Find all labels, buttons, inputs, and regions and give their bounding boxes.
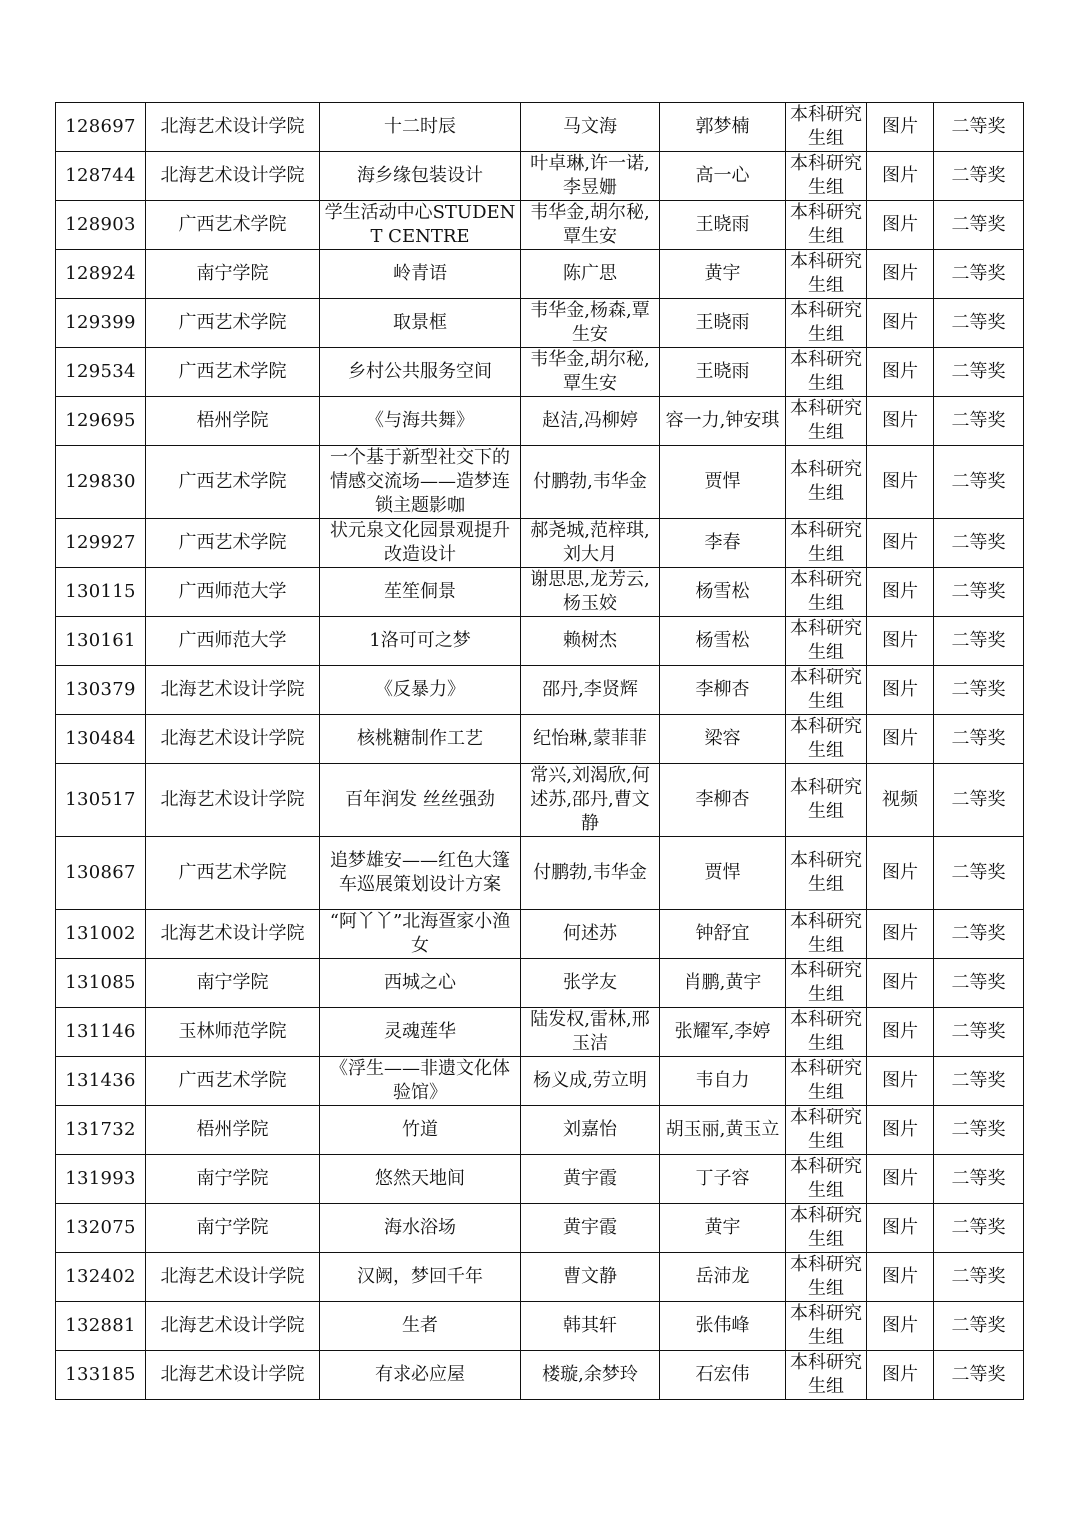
work-type-cell: 图片 (867, 959, 934, 1008)
group-cell: 本科研究生组 (786, 1351, 867, 1400)
advisor-cell: 郭梦楠 (660, 103, 786, 152)
advisor-cell: 高一心 (660, 152, 786, 201)
entry-id-cell: 128924 (56, 250, 146, 299)
school-cell: 北海艺术设计学院 (146, 1302, 320, 1351)
authors-cell: 马文海 (521, 103, 660, 152)
award-cell: 二等奖 (934, 1204, 1024, 1253)
table-row (56, 910, 1024, 959)
group-cell: 本科研究生组 (786, 1155, 867, 1204)
authors-cell: 叶卓琳,许一诺,李昱姗 (521, 152, 660, 201)
group-cell: 本科研究生组 (786, 959, 867, 1008)
school-cell: 北海艺术设计学院 (146, 910, 320, 959)
award-cell: 二等奖 (934, 617, 1024, 666)
authors-cell: 楼璇,余梦玲 (521, 1351, 660, 1400)
work-title-cell: 灵魂莲华 (320, 1008, 521, 1057)
school-cell: 玉林师范学院 (146, 1008, 320, 1057)
authors-cell: 何述苏 (521, 910, 660, 959)
authors-cell: 谢思思,龙芳云,杨玉姣 (521, 568, 660, 617)
work-type-cell: 图片 (867, 397, 934, 446)
group-cell: 本科研究生组 (786, 1008, 867, 1057)
school-cell: 广西艺术学院 (146, 299, 320, 348)
group-cell: 本科研究生组 (786, 1253, 867, 1302)
work-title-cell: 核桃糖制作工艺 (320, 715, 521, 764)
work-title-cell: 苼笙侗景 (320, 568, 521, 617)
advisor-cell: 李柳杏 (660, 764, 786, 837)
award-cell: 二等奖 (934, 1351, 1024, 1400)
award-cell: 二等奖 (934, 764, 1024, 837)
group-cell: 本科研究生组 (786, 666, 867, 715)
award-cell: 二等奖 (934, 1057, 1024, 1106)
award-cell: 二等奖 (934, 568, 1024, 617)
group-cell: 本科研究生组 (786, 1302, 867, 1351)
work-type-cell: 图片 (867, 519, 934, 568)
school-cell: 北海艺术设计学院 (146, 103, 320, 152)
entry-id-cell: 131993 (56, 1155, 146, 1204)
school-cell: 广西艺术学院 (146, 201, 320, 250)
entry-id-cell: 129534 (56, 348, 146, 397)
table-row (56, 397, 1024, 446)
table-row (56, 1351, 1024, 1400)
table-row (56, 1204, 1024, 1253)
authors-cell: 韦华金,杨森,覃生安 (521, 299, 660, 348)
work-title-cell: 1洛可可之梦 (320, 617, 521, 666)
work-title-cell: 十二时辰 (320, 103, 521, 152)
authors-cell: 黄宇霞 (521, 1204, 660, 1253)
entry-id-cell: 128697 (56, 103, 146, 152)
award-cell: 二等奖 (934, 715, 1024, 764)
school-cell: 梧州学院 (146, 397, 320, 446)
group-cell: 本科研究生组 (786, 617, 867, 666)
work-type-cell: 图片 (867, 666, 934, 715)
work-type-cell: 图片 (867, 1302, 934, 1351)
work-title-cell: 岭青语 (320, 250, 521, 299)
advisor-cell: 钟舒宜 (660, 910, 786, 959)
entry-id-cell: 131146 (56, 1008, 146, 1057)
table-row (56, 1106, 1024, 1155)
table-row (56, 1155, 1024, 1204)
work-title-cell: 学生活动中心STUDENT CENTRE (320, 201, 521, 250)
advisor-cell: 梁容 (660, 715, 786, 764)
advisor-cell: 王晓雨 (660, 201, 786, 250)
school-cell: 北海艺术设计学院 (146, 764, 320, 837)
group-cell: 本科研究生组 (786, 568, 867, 617)
advisor-cell: 杨雪松 (660, 617, 786, 666)
school-cell: 广西艺术学院 (146, 519, 320, 568)
authors-cell: 曹文静 (521, 1253, 660, 1302)
work-title-cell: 海水浴场 (320, 1204, 521, 1253)
work-type-cell: 图片 (867, 1351, 934, 1400)
school-cell: 广西艺术学院 (146, 446, 320, 519)
work-type-cell: 图片 (867, 446, 934, 519)
work-type-cell: 图片 (867, 1008, 934, 1057)
authors-cell: 邵丹,李贤辉 (521, 666, 660, 715)
advisor-cell: 黄宇 (660, 250, 786, 299)
school-cell: 北海艺术设计学院 (146, 715, 320, 764)
work-title-cell: 西城之心 (320, 959, 521, 1008)
work-title-cell: 生者 (320, 1302, 521, 1351)
advisor-cell: 杨雪松 (660, 568, 786, 617)
group-cell: 本科研究生组 (786, 250, 867, 299)
award-table (55, 102, 1024, 1400)
school-cell: 广西艺术学院 (146, 1057, 320, 1106)
work-title-cell: 状元泉文化园景观提升改造设计 (320, 519, 521, 568)
entry-id-cell: 130867 (56, 837, 146, 910)
authors-cell: 韩其轩 (521, 1302, 660, 1351)
award-cell: 二等奖 (934, 1008, 1024, 1057)
advisor-cell: 韦自力 (660, 1057, 786, 1106)
work-type-cell: 图片 (867, 617, 934, 666)
advisor-cell: 容一力,钟安琪 (660, 397, 786, 446)
work-type-cell: 图片 (867, 1155, 934, 1204)
work-type-cell: 图片 (867, 348, 934, 397)
table-row (56, 666, 1024, 715)
group-cell: 本科研究生组 (786, 348, 867, 397)
entry-id-cell: 130115 (56, 568, 146, 617)
advisor-cell: 张耀军,李婷 (660, 1008, 786, 1057)
entry-id-cell: 129399 (56, 299, 146, 348)
award-cell: 二等奖 (934, 446, 1024, 519)
work-type-cell: 图片 (867, 1106, 934, 1155)
award-cell: 二等奖 (934, 1253, 1024, 1302)
authors-cell: 纪怡琳,蒙菲菲 (521, 715, 660, 764)
table-row (56, 1253, 1024, 1302)
entry-id-cell: 130517 (56, 764, 146, 837)
work-title-cell: 《反暴力》 (320, 666, 521, 715)
table-row (56, 568, 1024, 617)
school-cell: 广西师范大学 (146, 568, 320, 617)
advisor-cell: 丁子容 (660, 1155, 786, 1204)
entry-id-cell: 132075 (56, 1204, 146, 1253)
work-title-cell: 海乡缘包装设计 (320, 152, 521, 201)
advisor-cell: 肖鹏,黄宇 (660, 959, 786, 1008)
work-type-cell: 图片 (867, 837, 934, 910)
work-type-cell: 图片 (867, 299, 934, 348)
work-type-cell: 图片 (867, 715, 934, 764)
work-title-cell: 竹道 (320, 1106, 521, 1155)
work-type-cell: 图片 (867, 1253, 934, 1302)
table-row (56, 152, 1024, 201)
work-type-cell: 图片 (867, 152, 934, 201)
advisor-cell: 李春 (660, 519, 786, 568)
work-type-cell: 视频 (867, 764, 934, 837)
advisor-cell: 王晓雨 (660, 299, 786, 348)
school-cell: 梧州学院 (146, 1106, 320, 1155)
work-title-cell: 乡村公共服务空间 (320, 348, 521, 397)
authors-cell: 常兴,刘渴欣,何述苏,邵丹,曹文静 (521, 764, 660, 837)
school-cell: 南宁学院 (146, 1155, 320, 1204)
advisor-cell: 李柳杏 (660, 666, 786, 715)
school-cell: 广西艺术学院 (146, 837, 320, 910)
work-title-cell: 追梦雄安——红色大篷车巡展策划设计方案 (320, 837, 521, 910)
award-cell: 二等奖 (934, 910, 1024, 959)
award-cell: 二等奖 (934, 103, 1024, 152)
table-row (56, 837, 1024, 910)
school-cell: 南宁学院 (146, 959, 320, 1008)
authors-cell: 杨义成,劳立明 (521, 1057, 660, 1106)
table-row (56, 519, 1024, 568)
award-cell: 二等奖 (934, 1106, 1024, 1155)
authors-cell: 韦华金,胡尔秘,覃生安 (521, 348, 660, 397)
entry-id-cell: 128744 (56, 152, 146, 201)
authors-cell: 黄宇霞 (521, 1155, 660, 1204)
work-title-cell: 百年润发 丝丝强劲 (320, 764, 521, 837)
work-title-cell: 《浮生——非遗文化体验馆》 (320, 1057, 521, 1106)
school-cell: 广西师范大学 (146, 617, 320, 666)
group-cell: 本科研究生组 (786, 715, 867, 764)
advisor-cell: 王晓雨 (660, 348, 786, 397)
award-cell: 二等奖 (934, 1155, 1024, 1204)
table-row (56, 299, 1024, 348)
work-title-cell: 悠然天地间 (320, 1155, 521, 1204)
school-cell: 北海艺术设计学院 (146, 1351, 320, 1400)
award-cell: 二等奖 (934, 348, 1024, 397)
group-cell: 本科研究生组 (786, 152, 867, 201)
award-cell: 二等奖 (934, 519, 1024, 568)
advisor-cell: 贾悍 (660, 446, 786, 519)
authors-cell: 韦华金,胡尔秘,覃生安 (521, 201, 660, 250)
school-cell: 北海艺术设计学院 (146, 666, 320, 715)
group-cell: 本科研究生组 (786, 910, 867, 959)
authors-cell: 付鹏勃,韦华金 (521, 446, 660, 519)
table-row (56, 959, 1024, 1008)
work-title-cell: 《与海共舞》 (320, 397, 521, 446)
work-type-cell: 图片 (867, 103, 934, 152)
work-title-cell: 取景框 (320, 299, 521, 348)
work-type-cell: 图片 (867, 1204, 934, 1253)
entry-id-cell: 131085 (56, 959, 146, 1008)
advisor-cell: 黄宇 (660, 1204, 786, 1253)
work-type-cell: 图片 (867, 250, 934, 299)
work-type-cell: 图片 (867, 1057, 934, 1106)
work-title-cell: “阿丫丫”北海疍家小渔女 (320, 910, 521, 959)
authors-cell: 刘嘉怡 (521, 1106, 660, 1155)
work-type-cell: 图片 (867, 201, 934, 250)
advisor-cell: 石宏伟 (660, 1351, 786, 1400)
group-cell: 本科研究生组 (786, 764, 867, 837)
entry-id-cell: 131436 (56, 1057, 146, 1106)
advisor-cell: 张伟峰 (660, 1302, 786, 1351)
table-row (56, 764, 1024, 837)
entry-id-cell: 129927 (56, 519, 146, 568)
award-cell: 二等奖 (934, 201, 1024, 250)
award-cell: 二等奖 (934, 837, 1024, 910)
entry-id-cell: 130379 (56, 666, 146, 715)
authors-cell: 张学友 (521, 959, 660, 1008)
table-row (56, 1302, 1024, 1351)
entry-id-cell: 131002 (56, 910, 146, 959)
group-cell: 本科研究生组 (786, 1057, 867, 1106)
authors-cell: 赖树杰 (521, 617, 660, 666)
authors-cell: 陈广思 (521, 250, 660, 299)
group-cell: 本科研究生组 (786, 397, 867, 446)
table-row (56, 348, 1024, 397)
table-row (56, 103, 1024, 152)
group-cell: 本科研究生组 (786, 1106, 867, 1155)
group-cell: 本科研究生组 (786, 446, 867, 519)
award-cell: 二等奖 (934, 397, 1024, 446)
work-title-cell: 汉阙，梦回千年 (320, 1253, 521, 1302)
award-cell: 二等奖 (934, 299, 1024, 348)
award-cell: 二等奖 (934, 152, 1024, 201)
advisor-cell: 贾悍 (660, 837, 786, 910)
group-cell: 本科研究生组 (786, 201, 867, 250)
entry-id-cell: 130161 (56, 617, 146, 666)
group-cell: 本科研究生组 (786, 1204, 867, 1253)
award-cell: 二等奖 (934, 666, 1024, 715)
school-cell: 北海艺术设计学院 (146, 152, 320, 201)
table-row (56, 617, 1024, 666)
table-row (56, 1057, 1024, 1106)
table-row (56, 201, 1024, 250)
group-cell: 本科研究生组 (786, 103, 867, 152)
entry-id-cell: 132881 (56, 1302, 146, 1351)
advisor-cell: 岳沛龙 (660, 1253, 786, 1302)
award-cell: 二等奖 (934, 959, 1024, 1008)
work-type-cell: 图片 (867, 910, 934, 959)
authors-cell: 付鹏勃,韦华金 (521, 837, 660, 910)
entry-id-cell: 132402 (56, 1253, 146, 1302)
entry-id-cell: 128903 (56, 201, 146, 250)
school-cell: 南宁学院 (146, 250, 320, 299)
school-cell: 广西艺术学院 (146, 348, 320, 397)
table-body (56, 103, 1024, 1400)
group-cell: 本科研究生组 (786, 299, 867, 348)
table-row (56, 715, 1024, 764)
work-title-cell: 有求必应屋 (320, 1351, 521, 1400)
award-cell: 二等奖 (934, 1302, 1024, 1351)
work-title-cell: 一个基于新型社交下的情感交流场——造梦连锁主题影咖 (320, 446, 521, 519)
work-type-cell: 图片 (867, 568, 934, 617)
entry-id-cell: 130484 (56, 715, 146, 764)
entry-id-cell: 131732 (56, 1106, 146, 1155)
entry-id-cell: 129695 (56, 397, 146, 446)
group-cell: 本科研究生组 (786, 519, 867, 568)
table-row (56, 1008, 1024, 1057)
authors-cell: 赵洁,冯柳婷 (521, 397, 660, 446)
school-cell: 北海艺术设计学院 (146, 1253, 320, 1302)
advisor-cell: 胡玉丽,黄玉立 (660, 1106, 786, 1155)
table-row (56, 446, 1024, 519)
entry-id-cell: 129830 (56, 446, 146, 519)
authors-cell: 陆发权,雷林,邢玉洁 (521, 1008, 660, 1057)
authors-cell: 郝尧城,范梓琪,刘大月 (521, 519, 660, 568)
group-cell: 本科研究生组 (786, 837, 867, 910)
award-cell: 二等奖 (934, 250, 1024, 299)
table-row (56, 250, 1024, 299)
entry-id-cell: 133185 (56, 1351, 146, 1400)
school-cell: 南宁学院 (146, 1204, 320, 1253)
